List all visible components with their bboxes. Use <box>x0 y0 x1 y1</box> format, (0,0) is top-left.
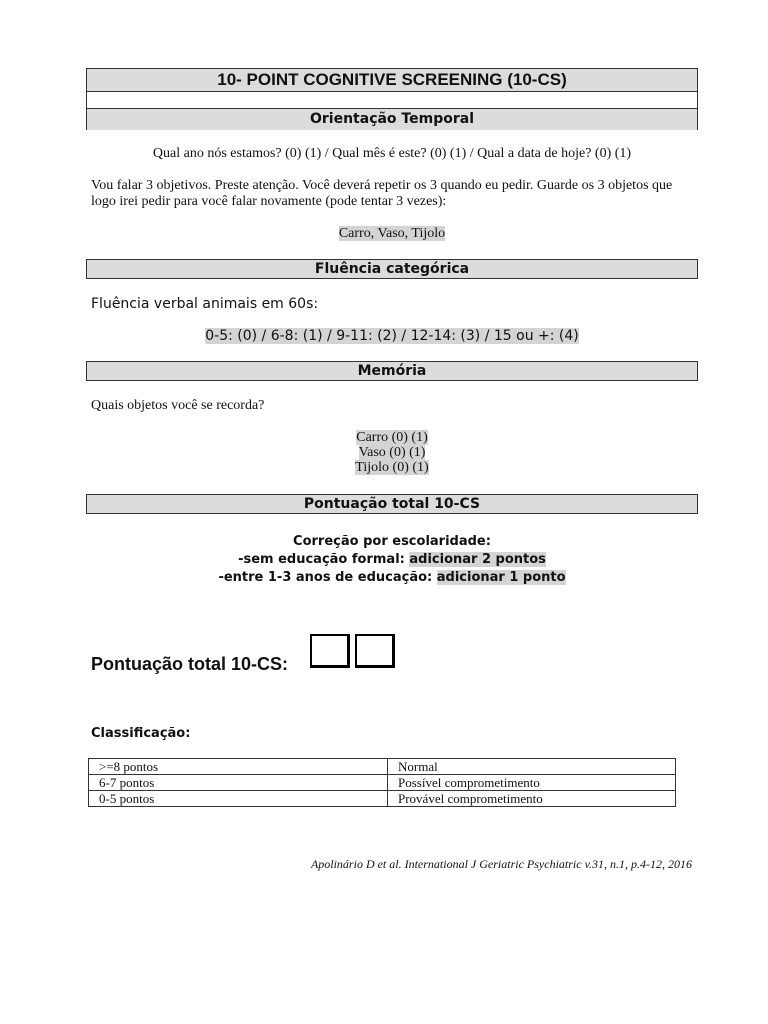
instruction-line-2: logo irei pedir para você falar novamente (pode tentar 3 vezes): <box>91 194 447 209</box>
title-box <box>86 68 698 130</box>
fluency-prompt: Fluência verbal animais em 60s: <box>91 296 319 312</box>
classification-title: Classificação: <box>91 726 191 741</box>
title-spacer <box>87 92 697 108</box>
fluency-section-box <box>86 259 698 279</box>
orientation-instruction <box>91 178 711 210</box>
orientation-question: Qual ano nós estamos? (0) (1) / Qual mês é este? (0) (1) / Qual a data de hoje? (0) (1) <box>152 146 632 161</box>
correction-title: Correção por escolaridade: <box>293 534 491 549</box>
fluency-scoring: 0-5: (0) / 6-8: (1) / 9-11: (2) / 12-14: (3) / 15 ou +: (4) <box>205 328 579 344</box>
citation: Apolinário D et al. International J Geriatric Psychiatric v.31, n.1, p.4-12, 2016 <box>310 857 692 871</box>
objects-line <box>86 226 698 242</box>
section-orientation-title: Orientação Temporal <box>87 108 697 130</box>
memory-item: Vaso (0) (1) <box>358 445 426 460</box>
range-cell: >=8 pontos <box>89 759 388 775</box>
table-row <box>89 791 676 807</box>
correction-2-value: adicionar 1 ponto <box>436 570 566 585</box>
correction-row-1 <box>86 551 698 569</box>
memory-items <box>86 430 698 475</box>
table-row <box>89 775 676 791</box>
total-section-title: Pontuação total 10-CS <box>87 495 697 513</box>
result-cell: Normal <box>388 759 676 775</box>
fluency-scoring-line <box>86 328 698 344</box>
correction-1-value: adicionar 2 pontos <box>409 552 546 567</box>
total-score-label: Pontuação total 10-CS: <box>91 654 289 674</box>
result-cell: Possível comprometimento <box>388 775 676 791</box>
correction-2-label: -entre 1-3 anos de educação: <box>218 570 437 585</box>
range-cell: 6-7 pontos <box>89 775 388 791</box>
memory-section-title: Memória <box>87 362 697 380</box>
education-correction <box>86 533 698 587</box>
score-digit-box-1[interactable] <box>310 634 350 668</box>
classification-table <box>88 758 676 807</box>
table-row <box>89 759 676 775</box>
document-title: 10- POINT COGNITIVE SCREENING (10-CS) <box>87 69 697 92</box>
correction-row-2 <box>86 569 698 587</box>
correction-1-label: -sem educação formal: <box>238 552 410 567</box>
total-section-box <box>86 494 698 514</box>
result-cell: Provável comprometimento <box>388 791 676 807</box>
fluency-section-title: Fluência categórica <box>87 260 697 278</box>
instruction-line-1: Vou falar 3 objetivos. Preste atenção. Você deverá repetir os 3 quando eu pedir. Guarde os 3 objetos que <box>91 178 673 193</box>
objects-list: Carro, Vaso, Tijolo <box>338 226 446 241</box>
memory-question: Quais objetos você se recorda? <box>91 398 265 413</box>
memory-item: Tijolo (0) (1) <box>355 460 429 475</box>
range-cell: 0-5 pontos <box>89 791 388 807</box>
memory-item: Carro (0) (1) <box>356 430 428 445</box>
memory-section-box <box>86 361 698 381</box>
score-digit-box-2[interactable] <box>355 634 395 668</box>
